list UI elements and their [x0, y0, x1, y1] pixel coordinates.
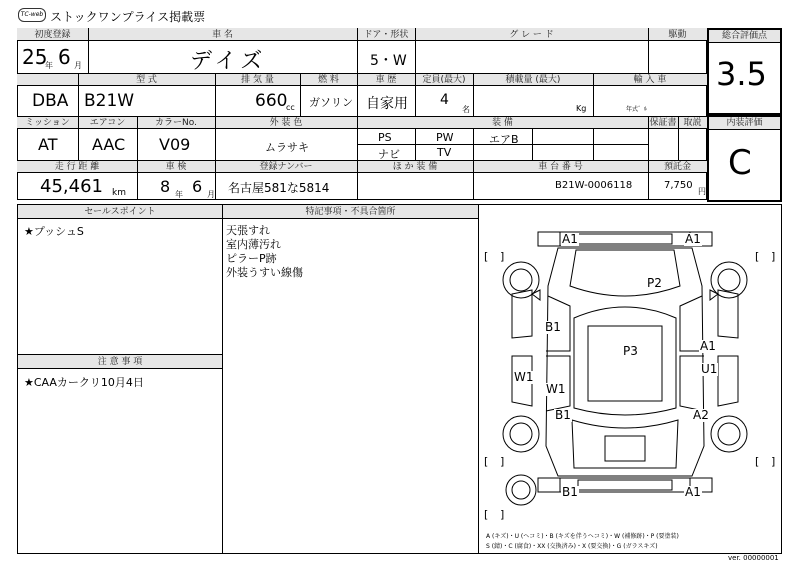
- car-damage-diagram: [480, 206, 780, 526]
- mission-value: AT: [38, 135, 58, 154]
- drive-label: 駆動: [668, 30, 687, 40]
- interior-score: C: [728, 143, 752, 183]
- deposit-value: 7,750: [664, 180, 693, 191]
- grade-label: グ レ ー ド: [509, 30, 554, 40]
- equip-navi: ナビ: [378, 148, 400, 161]
- remark-2: 室内薄汚れ: [226, 238, 281, 251]
- equip-airbag: エアB: [489, 133, 519, 146]
- mission-label: ミッション: [25, 118, 70, 128]
- overall-score: 3.5: [716, 55, 767, 93]
- exterior-color-value: ムラサキ: [265, 141, 309, 154]
- price-label: 預託金: [663, 162, 691, 172]
- import-label: 輸 入 車: [633, 75, 667, 85]
- fuel-label: 燃 料: [318, 75, 339, 85]
- remark-4: 外装うすい線傷: [226, 266, 303, 279]
- model-year-label: 年式゛ﾙ: [626, 106, 648, 113]
- km-unit: km: [112, 188, 126, 198]
- door-shape-value: 5・W: [370, 53, 407, 69]
- mileage-value: 45,461: [40, 176, 103, 197]
- mark-left-quarter: B1: [555, 408, 571, 422]
- mark-rear-bumper-right: A1: [685, 485, 701, 499]
- interior-grade-label: 内装評価: [726, 118, 763, 128]
- mark-right-quarter: A2: [693, 408, 709, 422]
- warranty-label: 保証書: [649, 118, 677, 128]
- overall-grade-label: 総合評価点: [721, 31, 767, 41]
- remarks-label: 特記事項・不具合箇所: [305, 207, 396, 217]
- mark-rear-bumper-left: B1: [562, 485, 578, 499]
- mark-roof: P3: [623, 344, 638, 358]
- history-value: 自家用: [366, 96, 408, 112]
- color-code-value: V09: [159, 135, 191, 154]
- inspection-month: 6: [192, 177, 203, 196]
- inspection-label: 車 検: [165, 162, 187, 172]
- notes-label: 注 意 事 項: [97, 357, 143, 367]
- plate-label: 登録ナンバー: [259, 162, 313, 172]
- remark-3: ピラーP跡: [226, 252, 277, 265]
- mark-left-side: W1: [514, 370, 534, 384]
- load-label: 積載量 (最大): [505, 75, 561, 85]
- first-reg-label: 初度登録: [34, 30, 71, 40]
- mileage-label: 走 行 距 離: [54, 162, 100, 172]
- car-name-label: 車 名: [212, 30, 233, 40]
- inspection-month-unit: 月: [207, 190, 215, 199]
- manual-label: 取説: [683, 118, 702, 128]
- logo-text: TC-web: [20, 11, 44, 18]
- sales-point-label: セールスポイント: [84, 207, 156, 217]
- fuel-value: ガソリン: [309, 96, 353, 109]
- inspection-year: 8: [160, 177, 171, 196]
- logo: [18, 8, 46, 22]
- remark-1: 天張すれ: [226, 224, 270, 237]
- exterior-label: 外 装 色: [269, 118, 303, 128]
- mark-right-front-door: A1: [700, 339, 716, 353]
- kg-unit: Kg: [576, 104, 587, 113]
- mark-left-rear-door: W1: [546, 382, 566, 396]
- chassis-label: 車 台 番 号: [538, 162, 583, 172]
- color-no-label: カラーNo.: [155, 118, 197, 128]
- persons-unit: 名: [462, 105, 470, 114]
- cc-unit: cc: [286, 103, 295, 112]
- model-prefix: DBA: [32, 91, 69, 111]
- first-reg-year: 25: [22, 45, 48, 69]
- door-shape-label: ドア・形状: [363, 30, 409, 40]
- aircon-label: エアコン: [89, 118, 126, 128]
- sales-point-text: ★プッシュS: [24, 225, 84, 238]
- page-title: ストックワンプライス掲載票: [50, 10, 206, 24]
- legend-line-1: A (キズ)・U (ヘコミ)・B (キズを伴うヘコミ)・W (補修跡)・P (要塗装): [486, 533, 679, 540]
- equipment-label: 装 備: [492, 118, 513, 128]
- mark-right-rear-door: U1: [701, 362, 718, 376]
- year-unit: 年: [45, 61, 53, 70]
- other-equipment-label: ほ か 装 備: [392, 162, 438, 172]
- mark-front-bumper-left: A1: [562, 232, 578, 246]
- version-text: ver. 00000001: [728, 554, 779, 562]
- month-unit: 月: [74, 61, 82, 70]
- aircon-value: AAC: [92, 135, 126, 154]
- legend-line-2: S (錆)・C (腐食)・XX (交換済み)・X (要交換)・G (ガラスキズ): [486, 543, 658, 550]
- yen-unit: 円: [698, 187, 706, 196]
- capacity-value: 4: [440, 92, 449, 108]
- chassis-value: B21W-0006118: [555, 180, 633, 191]
- displacement-value: 660: [255, 91, 288, 111]
- inspection-year-unit: 年: [175, 190, 183, 199]
- plate-value: 名古屋581な5814: [228, 181, 330, 195]
- equip-tv: TV: [437, 146, 452, 159]
- model-code: B21W: [84, 91, 135, 111]
- mark-left-pillar: B1: [545, 320, 561, 334]
- notes-text: ★CAAカークリ10月4日: [24, 376, 144, 389]
- model-label: 型 式: [136, 75, 157, 85]
- mark-hood: P2: [647, 276, 662, 290]
- vehicle-info-table: [17, 28, 707, 200]
- history-label: 車 歴: [375, 75, 397, 85]
- equip-pw: PW: [436, 131, 454, 144]
- capacity-label: 定員(最大): [422, 75, 466, 85]
- car-name-value: デイズ: [190, 49, 267, 74]
- displacement-label: 排 気 量: [241, 75, 274, 85]
- first-reg-month: 6: [58, 45, 71, 69]
- equip-ps: PS: [378, 131, 392, 144]
- mark-front-bumper-right: A1: [685, 232, 701, 246]
